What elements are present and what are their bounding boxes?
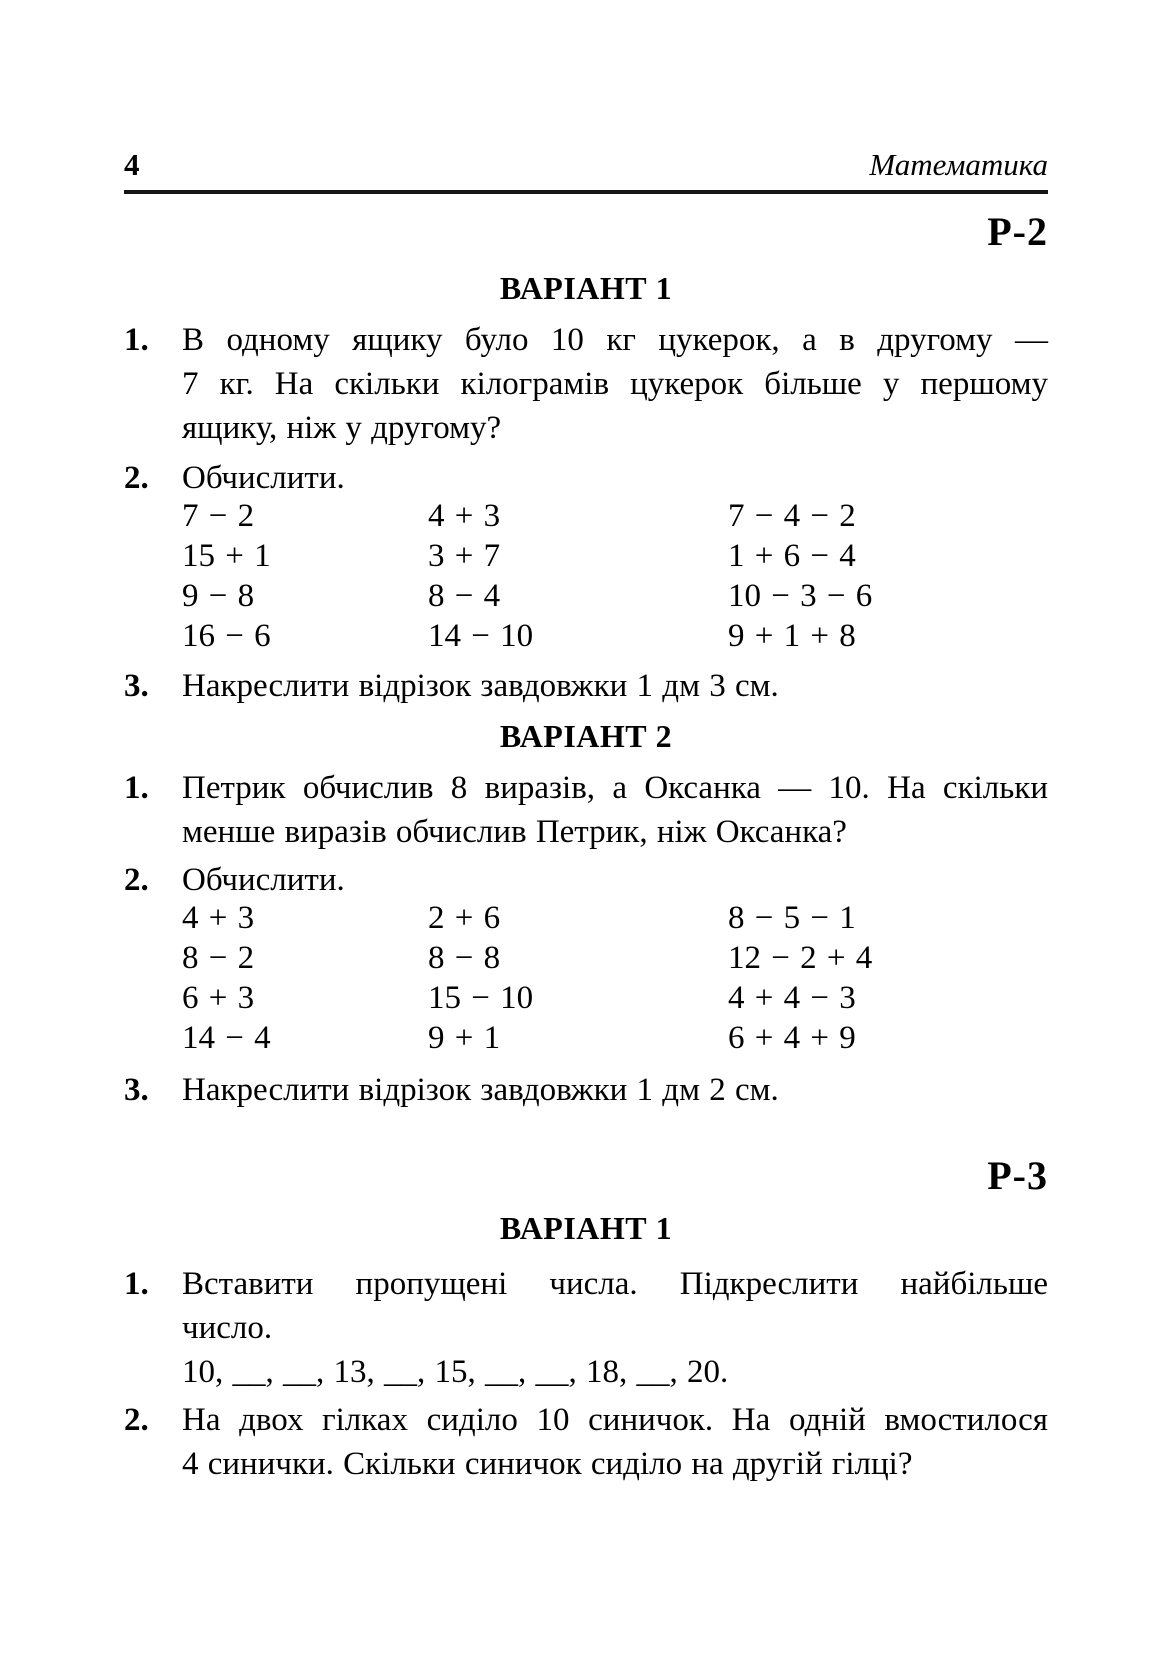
expressions-column-2 xyxy=(428,496,728,656)
item-line: ящику, ніж у другому? xyxy=(182,410,502,446)
expression: 2 + 6 xyxy=(428,900,501,936)
item-label: Обчислити. xyxy=(182,460,345,496)
expression: 7 − 4 − 2 xyxy=(728,498,856,534)
expressions-column-1 xyxy=(182,496,428,656)
expression: 3 + 7 xyxy=(428,538,501,574)
expression: 7 − 2 xyxy=(182,498,255,534)
expression: 4 + 3 xyxy=(428,498,501,534)
expressions-grid xyxy=(182,898,1048,1058)
expression: 9 + 1 + 8 xyxy=(728,618,856,654)
expression: 8 − 5 − 1 xyxy=(728,900,856,936)
expression: 4 + 4 − 3 xyxy=(728,980,856,1016)
item-line: Накреслити відрізок завдовжки 1 дм 3 см. xyxy=(182,668,779,704)
expression: 4 + 3 xyxy=(182,900,255,936)
expression: 16 − 6 xyxy=(182,618,271,654)
expression: 14 − 4 xyxy=(182,1020,271,1056)
item-line: число. xyxy=(182,1310,273,1346)
item-line: 4 синички. Скільки синичок сиділо на другій гілці? xyxy=(182,1446,913,1482)
item-number: 2. xyxy=(124,460,149,496)
item-number: 2. xyxy=(124,862,149,898)
expression: 14 − 10 xyxy=(428,618,534,654)
page-header xyxy=(124,148,1048,194)
expression: 6 + 4 + 9 xyxy=(728,1020,856,1056)
blank-sequence-line: 10, __, __, 13, __, 15, __, __, 18, __, 20. xyxy=(182,1354,729,1390)
problem-item xyxy=(124,318,1048,450)
running-title: Математика xyxy=(869,147,1048,182)
item-number: 3. xyxy=(124,668,149,704)
item-label: Обчислити. xyxy=(182,862,345,898)
expression: 6 + 3 xyxy=(182,980,255,1016)
expression: 15 + 1 xyxy=(182,538,271,574)
expression: 1 + 6 − 4 xyxy=(728,538,856,574)
expression: 9 + 1 xyxy=(428,1020,501,1056)
item-line: Вставити пропущені числа. Підкреслити найбільше xyxy=(182,1266,1048,1302)
item-line: В одному ящику було 10 кг цукерок, а в другому — xyxy=(182,322,1048,358)
expressions-column-3 xyxy=(728,496,1048,656)
item-line: Петрик обчислив 8 виразів, а Оксанка — 10. На скільки xyxy=(182,770,1048,806)
problem-item xyxy=(124,766,1048,854)
item-line: менше виразів обчислив Петрик, ніж Оксанка? xyxy=(182,814,847,850)
expression: 9 − 8 xyxy=(182,578,255,614)
expressions-grid xyxy=(182,496,1048,656)
expressions-column-1 xyxy=(182,898,428,1058)
expressions-column-3 xyxy=(728,898,1048,1058)
page-number: 4 xyxy=(124,147,140,182)
problem-item xyxy=(124,1398,1048,1486)
expressions-column-2 xyxy=(428,898,728,1058)
problem-item xyxy=(124,664,1048,708)
item-line: Накреслити відрізок завдовжки 1 дм 2 см. xyxy=(182,1072,779,1108)
expression: 12 − 2 + 4 xyxy=(728,940,873,976)
item-line: 7 кг. На скільки кілограмів цукерок більше у першому xyxy=(182,366,1048,402)
problem-item xyxy=(124,1068,1048,1112)
expression: 8 − 4 xyxy=(428,578,501,614)
variant-title-1: ВАРІАНТ 1 xyxy=(499,1210,673,1246)
expression: 8 − 8 xyxy=(428,940,501,976)
expression: 8 − 2 xyxy=(182,940,255,976)
item-number: 1. xyxy=(124,770,149,806)
problem-item xyxy=(124,1262,1048,1394)
section-label-r2: Р-2 xyxy=(987,209,1048,254)
expression: 10 − 3 − 6 xyxy=(728,578,873,614)
problem-item xyxy=(124,456,1048,656)
item-number: 2. xyxy=(124,1402,149,1438)
section-label-r3: Р-3 xyxy=(987,1153,1048,1198)
variant-title-2: ВАРІАНТ 2 xyxy=(499,718,673,754)
item-number: 1. xyxy=(124,322,149,358)
problem-item xyxy=(124,858,1048,1058)
item-line: На двох гілках сиділо 10 синичок. На одній вмостилося xyxy=(182,1402,1048,1438)
item-number: 1. xyxy=(124,1266,149,1302)
variant-title-1: ВАРІАНТ 1 xyxy=(499,270,673,306)
expression: 15 − 10 xyxy=(428,980,534,1016)
item-number: 3. xyxy=(124,1072,149,1108)
